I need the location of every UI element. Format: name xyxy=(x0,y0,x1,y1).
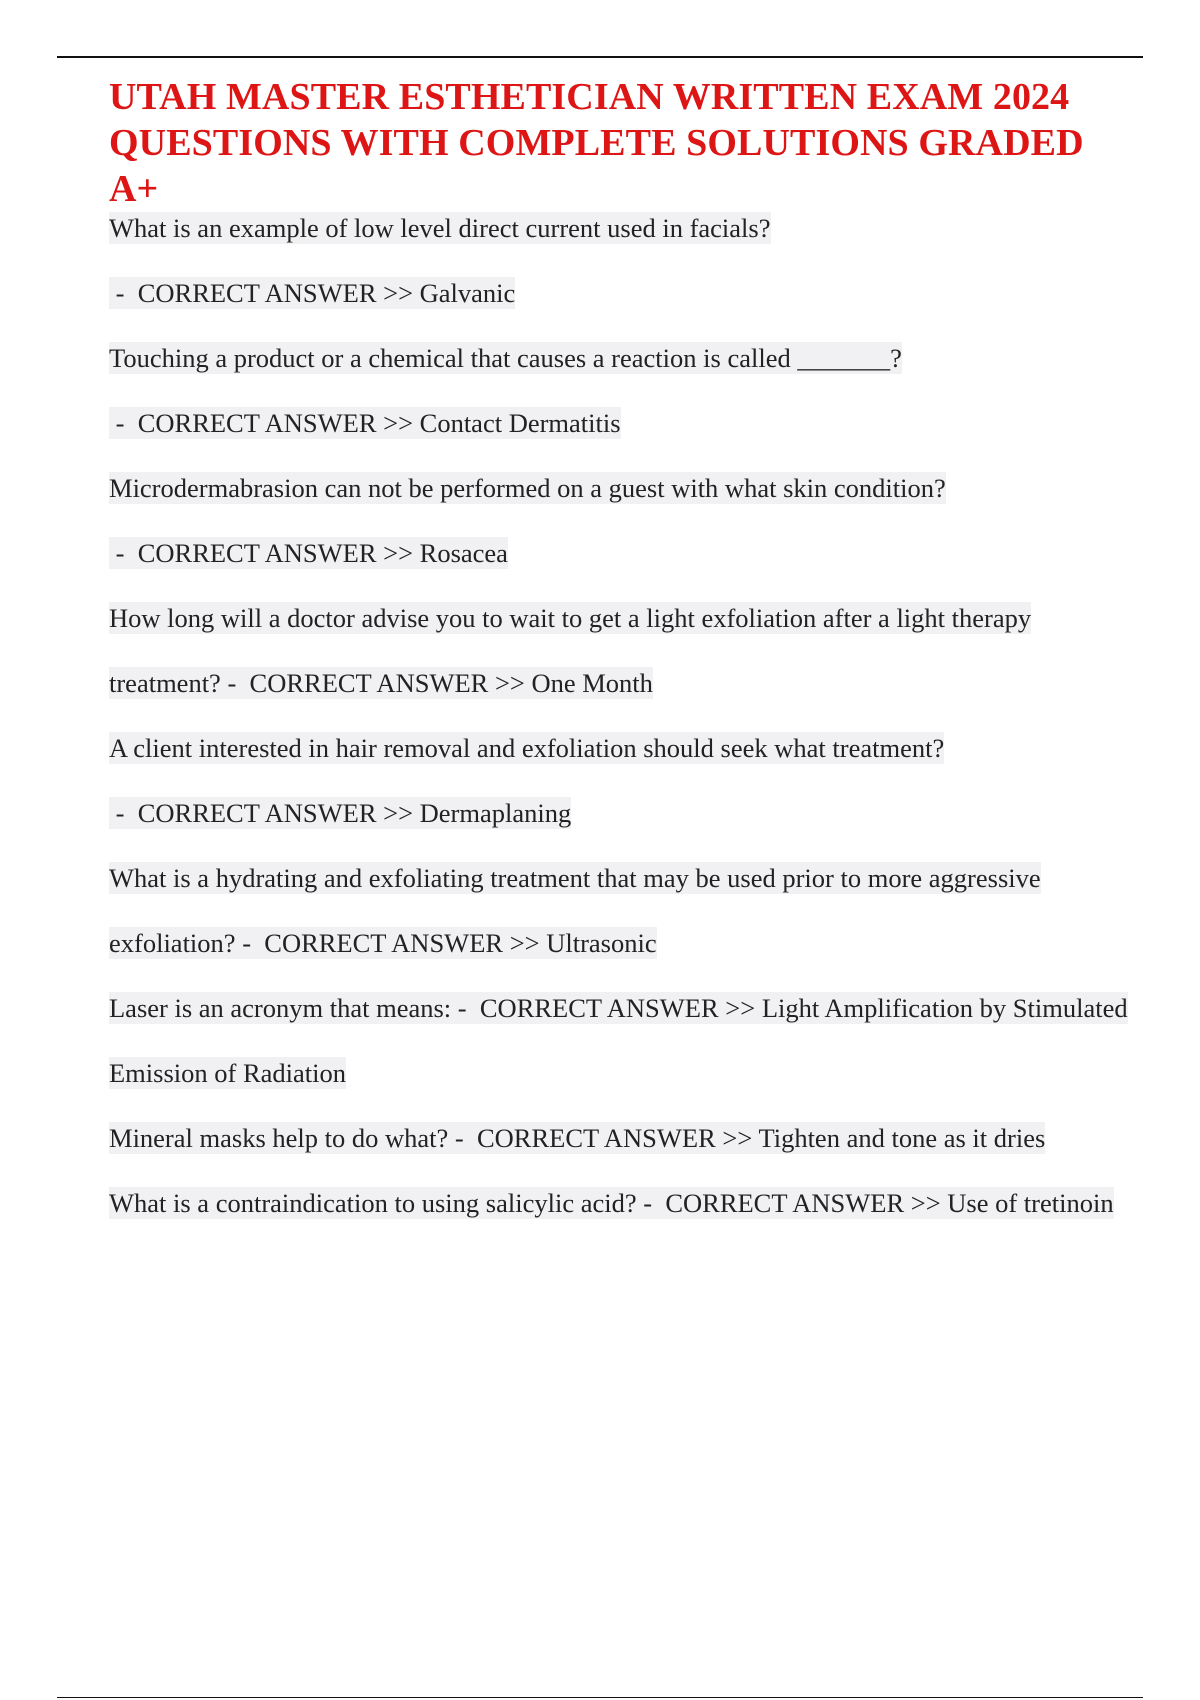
arrow-marker: >> xyxy=(904,1188,948,1218)
arrow-marker: >> xyxy=(376,408,420,438)
correct-answer-label: CORRECT ANSWER xyxy=(264,928,504,958)
qa-item xyxy=(109,846,1129,976)
correct-answer-label: CORRECT ANSWER xyxy=(476,1123,716,1153)
qa-item xyxy=(109,456,1129,586)
answer-text: Tighten and tone as it dries xyxy=(758,1123,1046,1153)
document-title: UTAH MASTER ESTHETICIAN WRITTEN EXAM 2024 QUESTIONS WITH COMPLETE SOLUTIONS GRADED A+ xyxy=(109,76,1084,210)
answer-text: Use of tretinoin xyxy=(947,1188,1114,1218)
separator: - xyxy=(109,278,138,308)
answer-text: Galvanic xyxy=(419,278,516,308)
separator: - xyxy=(235,928,265,958)
separator: - xyxy=(448,1123,477,1153)
question-text: Microdermabrasion can not be performed on a guest with what skin condition? xyxy=(109,473,946,503)
arrow-marker: >> xyxy=(715,1123,759,1153)
arrow-marker: >> xyxy=(488,668,532,698)
top-rule xyxy=(57,56,1143,58)
answer-text: One Month xyxy=(531,668,653,698)
answer-text: Light Amplification by Stimulated Emission of Radiation xyxy=(109,993,1128,1088)
separator: - xyxy=(636,1188,666,1218)
qa-item xyxy=(109,976,1129,1106)
question-text: What is a contraindication to using salicylic acid? xyxy=(109,1188,637,1218)
separator: - xyxy=(109,798,138,828)
arrow-marker: >> xyxy=(376,278,420,308)
qa-item xyxy=(109,326,1129,456)
qa-item xyxy=(109,586,1129,716)
correct-answer-label: CORRECT ANSWER xyxy=(137,278,377,308)
arrow-marker: >> xyxy=(503,928,547,958)
separator: - xyxy=(109,408,138,438)
qa-item xyxy=(109,1106,1129,1171)
answer-text: Ultrasonic xyxy=(546,928,657,958)
question-text: How long will a doctor advise you to wait to get a light exfoliation after a light therapy treatment? xyxy=(109,603,1032,698)
correct-answer-label: CORRECT ANSWER xyxy=(479,993,719,1023)
separator: - xyxy=(451,993,480,1023)
correct-answer-label: CORRECT ANSWER xyxy=(137,798,377,828)
qa-item xyxy=(109,716,1129,846)
question-text: Mineral masks help to do what? xyxy=(109,1123,449,1153)
qa-item xyxy=(109,1171,1129,1236)
correct-answer-label: CORRECT ANSWER xyxy=(249,668,489,698)
question-text: Touching a product or a chemical that causes a reaction is called _______? xyxy=(109,343,902,373)
qa-item xyxy=(109,196,1129,326)
answer-text: Dermaplaning xyxy=(419,798,572,828)
arrow-marker: >> xyxy=(718,993,762,1023)
document-page xyxy=(109,74,1129,1236)
question-text: Laser is an acronym that means: xyxy=(109,993,452,1023)
arrow-marker: >> xyxy=(376,538,420,568)
qa-list xyxy=(109,196,1129,1236)
arrow-marker: >> xyxy=(376,798,420,828)
correct-answer-label: CORRECT ANSWER xyxy=(137,408,377,438)
correct-answer-label: CORRECT ANSWER xyxy=(137,538,377,568)
separator: - xyxy=(109,538,138,568)
question-text: What is a hydrating and exfoliating treatment that may be used prior to more aggressive exfoliation? xyxy=(109,863,1041,958)
bottom-rule xyxy=(57,1697,1143,1698)
question-text: A client interested in hair removal and exfoliation should seek what treatment? xyxy=(109,733,945,763)
answer-text: Rosacea xyxy=(419,538,508,568)
question-text: What is an example of low level direct current used in facials? xyxy=(109,213,771,243)
separator: - xyxy=(220,668,250,698)
answer-text: Contact Dermatitis xyxy=(419,408,621,438)
correct-answer-label: CORRECT ANSWER xyxy=(665,1188,905,1218)
